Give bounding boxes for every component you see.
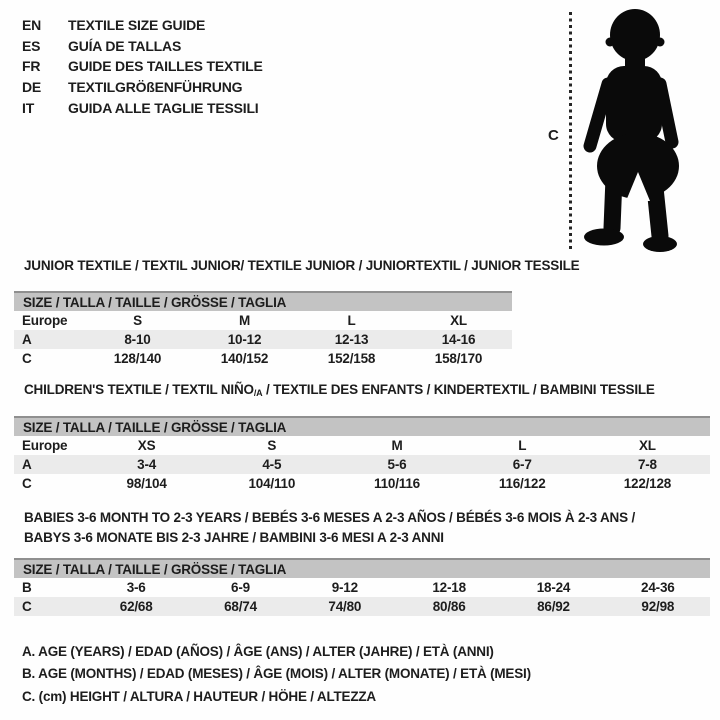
size-cell: 5-6 [387,457,407,472]
row-label: C [22,599,32,614]
language-row-de [22,77,263,98]
children-title-suffix: / TEXTILE DES ENFANTS / KINDERTEXTIL / BAMBINI TESSILE [262,382,655,397]
height-measure-dotted-line [569,12,572,250]
language-label: TEXTILGRÖßENFÜHRUNG [68,79,243,96]
language-code: ES [22,37,41,54]
language-row-it [22,97,263,118]
table-row [14,330,512,349]
size-cell: 92/98 [641,599,675,614]
row-label: C [22,351,32,366]
language-label: GUIDE DES TAILLES TEXTILE [68,58,263,75]
size-cell: 9-12 [331,580,358,595]
row-label: C [22,476,32,491]
size-header-bar: SIZE / TALLA / TAILLE / GRÖSSE / TAGLIA [14,416,710,436]
size-cell: S [133,313,142,328]
children-size-table [14,416,710,493]
size-cell: 68/74 [224,599,257,614]
size-cell: 128/140 [113,351,162,366]
size-cell: XL [638,438,656,453]
size-cell: 14-16 [441,332,476,347]
size-cell: 80/86 [432,599,466,614]
row-label: B [22,580,32,595]
language-row-es [22,36,263,57]
size-cell: 86/92 [537,599,570,614]
junior-size-table [14,291,512,368]
size-cell: 74/80 [328,599,362,614]
size-cell: 7-8 [637,457,657,472]
size-cell: 110/116 [374,476,420,491]
row-label: A [22,332,32,347]
footnote-list [22,640,531,708]
children-title-subscript: /A [253,388,263,398]
footnote-a: A. AGE (YEARS) / EDAD (AÑOS) / ÂGE (ANS) / ALTER (JAHRE) / ETÀ (ANNI) [22,643,494,659]
children-title-prefix: CHILDREN'S TEXTILE / TEXTIL NIÑO [24,382,254,397]
table-row [14,311,512,330]
footnote-b: B. AGE (MONTHS) / EDAD (MESES) / ÂGE (MOIS) / ALTER (MONATE) / ETÀ (MESI) [22,666,531,682]
size-cell: L [518,438,527,453]
babies-section-title [24,508,635,547]
size-cell: 24-36 [641,580,675,595]
language-label: TEXTILE SIZE GUIDE [68,17,206,34]
table-row [14,474,710,493]
child-silhouette-icon [578,6,688,252]
size-cell: L [347,313,356,328]
row-label: Europe [22,313,68,328]
size-cell: M [238,313,251,328]
size-cell: 140/152 [220,351,269,366]
size-cell: S [267,438,277,453]
language-code: DE [22,79,42,96]
size-cell: 62/68 [119,599,153,614]
language-code: IT [22,99,35,116]
language-list [22,15,263,118]
size-cell: 12-18 [432,580,466,595]
size-cell: 6-7 [512,457,532,472]
size-cell: 152/158 [327,351,376,366]
size-cell: M [391,438,403,453]
size-cell: 4-5 [262,457,282,472]
size-cell: 98/104 [126,476,167,491]
junior-section-title: JUNIOR TEXTILE / TEXTIL JUNIOR/ TEXTILE JUNIOR / JUNIORTEXTIL / JUNIOR TESSILE [24,258,580,273]
language-row-fr [22,56,263,77]
size-cell: 6-9 [231,580,250,595]
size-cell: 122/128 [623,476,672,491]
table-row [14,455,710,474]
language-label: GUIDA ALLE TAGLIE TESSILI [68,99,259,116]
size-cell: 104/110 [248,476,296,491]
babies-size-table [14,558,710,616]
height-measure-label: C [548,127,559,144]
babies-title-line2: BABYS 3-6 MONATE BIS 2-3 JAHRE / BAMBINI 3-6 MESI A 2-3 ANNI [24,529,444,545]
size-cell: XL [450,313,467,328]
size-cell: 8-10 [124,332,151,347]
size-header-bar: SIZE / TALLA / TAILLE / GRÖSSE / TAGLIA [14,291,512,311]
table-row [14,578,710,597]
size-cell: 12-13 [334,332,369,347]
size-cell: XS [137,438,156,453]
size-cell: 3-4 [137,457,157,472]
size-header-bar: SIZE / TALLA / TAILLE / GRÖSSE / TAGLIA [14,558,710,578]
row-label: A [22,457,32,472]
children-section-title [24,383,655,400]
size-cell: 18-24 [536,580,571,595]
table-row [14,349,512,368]
babies-title-line1: BABIES 3-6 MONTH TO 2-3 YEARS / BEBÉS 3-6 MESES A 2-3 AÑOS / BÉBÉS 3-6 MOIS À 2-3 ANS / [24,510,635,525]
row-label: Europe [22,438,68,453]
language-label: GUÍA DE TALLAS [68,37,182,54]
language-code: FR [22,58,41,75]
size-cell: 10-12 [227,332,262,347]
language-row-en [22,15,263,36]
table-row [14,436,710,455]
language-code: EN [22,17,42,34]
table-row [14,597,710,616]
size-cell: 3-6 [126,580,146,595]
size-cell: 158/170 [434,351,483,366]
size-cell: 116/122 [498,476,546,491]
footnote-c: C. (cm) HEIGHT / ALTURA / HAUTEUR / HÖHE / ALTEZZA [22,688,376,704]
